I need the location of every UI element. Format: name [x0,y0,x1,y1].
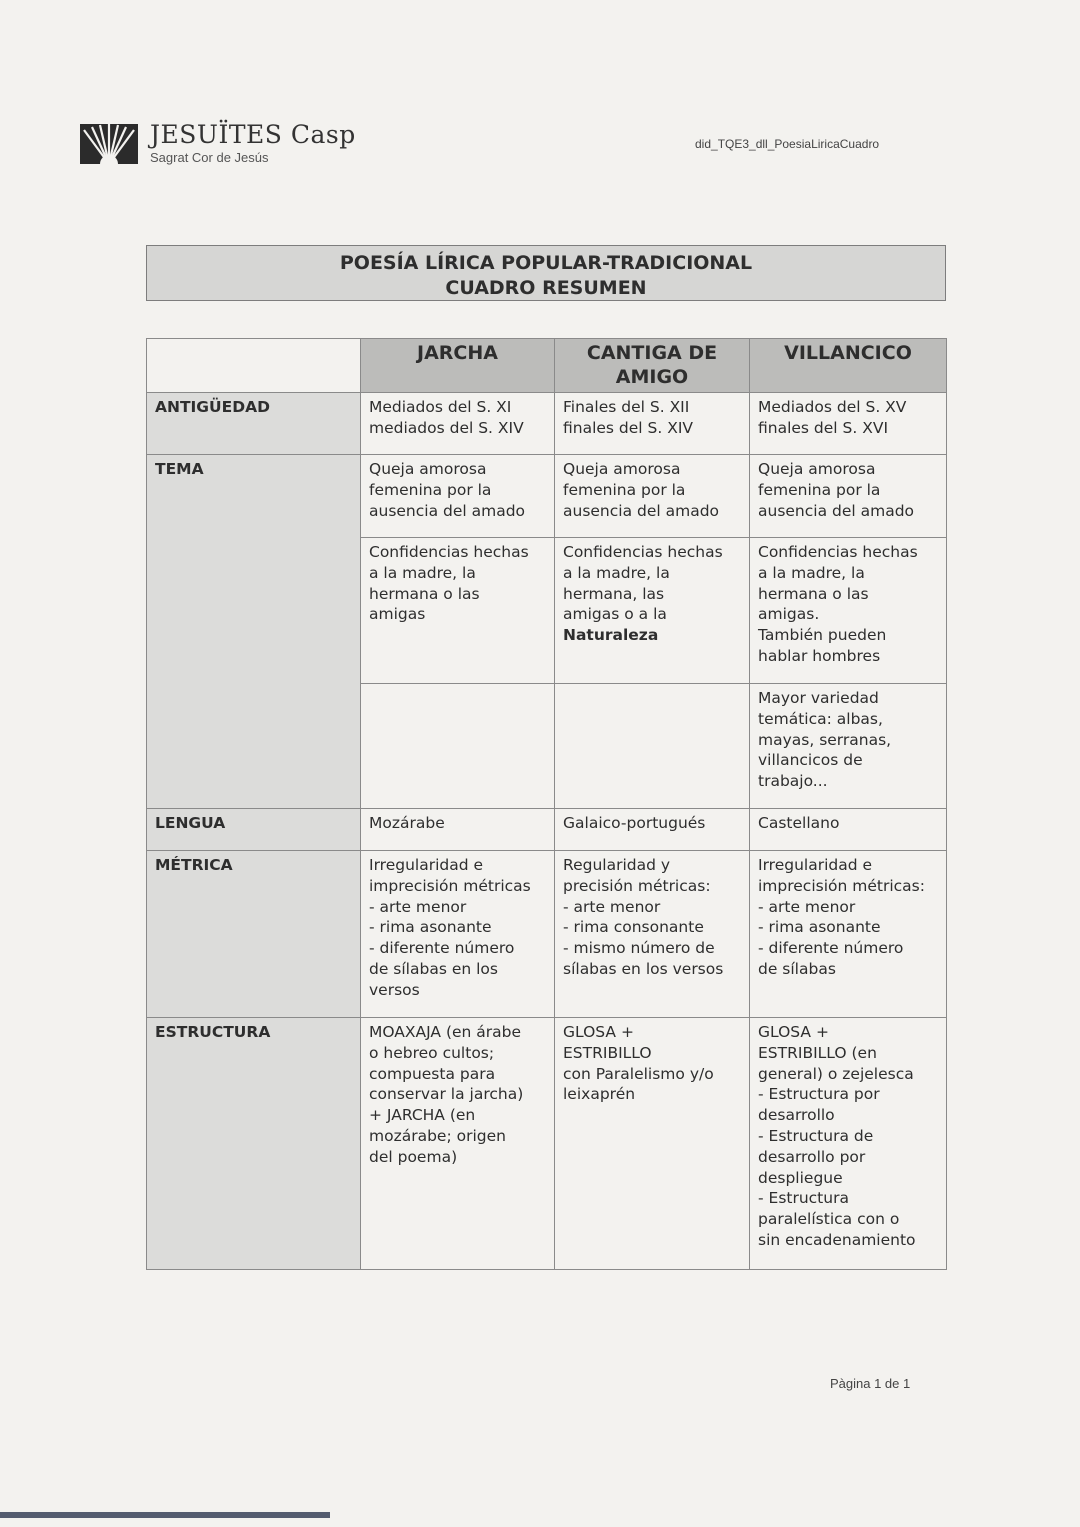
cell-estructura-cantiga [555,1018,750,1270]
text-line: temática: albas, [758,709,883,728]
row-label-antiguedad: ANTIGÜEDAD [147,393,361,455]
cell-estructura-villancico [750,1018,947,1270]
text-line: Mediados del S. XI [369,398,512,416]
text-line: Finales del S. XII [563,398,690,416]
text-line: - Estructura de [758,1126,874,1145]
row-metrica [147,851,947,1018]
row-tema-1 [147,455,947,538]
cell-tema2-cantiga [555,538,750,684]
text-line: Confidencias hechas [369,543,529,561]
text-line: leixaprén [563,1085,636,1104]
text-line: Queja amorosa [563,460,681,478]
text-line: de sílabas en los [369,959,498,978]
text-line: precisión métricas: [563,876,711,895]
table-header-row [147,339,947,393]
text-line: Irregularidad e [758,856,873,874]
text-line: - rima asonante [758,918,881,937]
text-line: amigas [369,605,426,624]
text-line: Confidencias hechas [758,543,918,561]
text-line: ausencia del amado [369,501,526,520]
cell-tema1-jarcha [361,455,555,538]
text-line: hermana o las [758,584,869,603]
text-line: GLOSA + [563,1023,634,1041]
cell-tema3-jarcha [361,684,555,809]
text-line: - arte menor [563,897,661,916]
text-line-bold: Naturaleza [563,626,659,645]
title-box [146,245,946,301]
text-line: mozárabe; origen [369,1126,506,1145]
text-line: - arte menor [758,897,856,916]
text-line: GLOSA + [758,1023,829,1041]
text-line: sin encadenamiento [758,1230,916,1249]
logo-title: JESUÏTES Casp [150,120,356,149]
scan-edge-bar [0,1512,330,1518]
cell-lengua-jarcha: Mozárabe [361,809,555,851]
text-line: sílabas en los versos [563,959,724,978]
cell-tema3-villancico [750,684,947,809]
text-line: finales del S. XVI [758,418,889,437]
text-line: villancicos de [758,751,863,770]
text-line: femenina por la [758,480,881,499]
page-number: Pàgina 1 de 1 [830,1376,911,1391]
cell-antiguedad-jarcha [361,393,555,455]
text-line: Mediados del S. XV [758,398,907,416]
text-line: ausencia del amado [563,501,720,520]
row-label-estructura: ESTRUCTURA [147,1018,361,1270]
text-line: mayas, serranas, [758,730,892,749]
row-label-metrica: MÉTRICA [147,851,361,1018]
sunburst-logo-icon [80,124,138,164]
cell-lengua-cantiga: Galaico-portugués [555,809,750,851]
text-line: a la madre, la [563,563,670,582]
text-line: + JARCHA (en [369,1106,476,1125]
cell-tema3-cantiga [555,684,750,809]
text-line: general) o zejelesca [758,1064,914,1083]
text-line: del poema) [369,1147,458,1166]
header-blank-cell [147,339,361,393]
text-line: con Paralelismo y/o [563,1064,714,1083]
text-line: versos [369,980,420,999]
title-line-2: CUADRO RESUMEN [445,277,647,299]
text-line: ausencia del amado [758,501,915,520]
title-line-1: POESÍA LÍRICA POPULAR-TRADICIONAL [339,252,753,274]
summary-table [146,338,947,1270]
cell-antiguedad-cantiga [555,393,750,455]
row-label-tema: TEMA [147,455,361,809]
text-line: amigas. [758,605,820,624]
text-line: mediados del S. XIV [369,418,524,437]
text-line: Mayor variedad [758,689,879,707]
text-line: hablar hombres [758,646,881,665]
text-line: - rima asonante [369,918,492,937]
text-line: compuesta para [369,1064,496,1083]
text-line: de sílabas [758,959,836,978]
text-line: - mismo número de [563,939,715,958]
text-line: conservar la jarcha) [369,1085,524,1104]
text-line: ESTRIBILLO [563,1043,652,1062]
text-line: Confidencias hechas [563,543,723,561]
text-line: Irregularidad e [369,856,484,874]
text-line: - rima consonante [563,918,704,937]
text-line: MOAXAJA (en árabe [369,1023,522,1041]
cell-tema2-villancico [750,538,947,684]
cell-metrica-cantiga [555,851,750,1018]
text-line: También pueden [758,626,887,645]
text-line: - Estructura por [758,1085,880,1104]
text-line: hermana o las [369,584,480,603]
logo [80,122,356,165]
header-jarcha: JARCHA [361,339,555,393]
text-line: - diferente número [369,939,515,958]
text-line: - arte menor [369,897,467,916]
text-line: imprecisión métricas: [758,876,925,895]
cell-antiguedad-villancico [750,393,947,455]
row-estructura [147,1018,947,1270]
text-line: femenina por la [369,480,492,499]
header-villancico: VILLANCICO [750,339,947,393]
cell-lengua-villancico: Castellano [750,809,947,851]
header-cantiga: CANTIGA DE AMIGO [555,339,750,393]
text-line: desarrollo [758,1106,835,1125]
text-line: a la madre, la [369,563,476,582]
text-line: desarrollo por [758,1147,866,1166]
text-line: hermana, las [563,584,665,603]
text-line: amigas o a la [563,605,667,624]
text-line: - diferente número [758,939,904,958]
cell-metrica-jarcha [361,851,555,1018]
text-line: imprecisión métricas [369,876,531,895]
text-line: Regularidad y [563,856,671,874]
text-line: paralelística con o [758,1210,900,1229]
text-line: Queja amorosa [369,460,487,478]
text-line: finales del S. XIV [563,418,694,437]
text-line: ESTRIBILLO (en [758,1043,877,1062]
row-label-lengua: LENGUA [147,809,361,851]
cell-metrica-villancico [750,851,947,1018]
row-lengua [147,809,947,851]
text-line: trabajo... [758,772,828,791]
cell-estructura-jarcha [361,1018,555,1270]
cell-tema1-villancico [750,455,947,538]
text-line: despliegue [758,1168,843,1187]
cell-tema1-cantiga [555,455,750,538]
logo-subtitle: Sagrat Cor de Jesús [150,150,269,165]
text-line: - Estructura [758,1189,849,1208]
row-antiguedad [147,393,947,455]
text-line: o hebreo cultos; [369,1043,495,1062]
document-code: did_TQE3_dll_PoesiaLiricaCuadro [695,137,880,151]
text-line: a la madre, la [758,563,865,582]
text-line: femenina por la [563,480,686,499]
text-line: Queja amorosa [758,460,876,478]
cell-tema2-jarcha [361,538,555,684]
